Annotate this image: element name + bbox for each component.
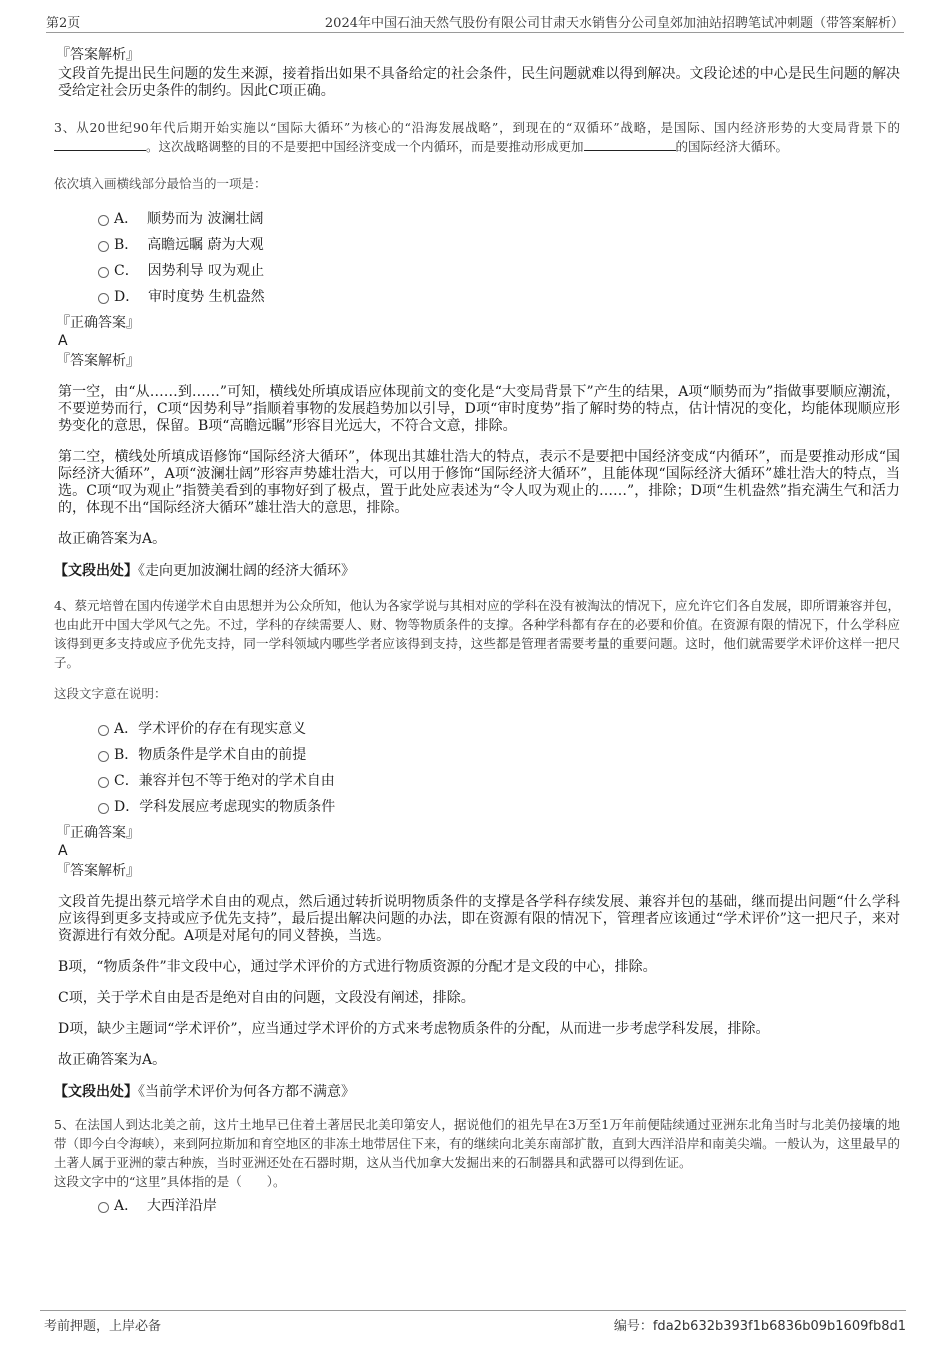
question-5-text: 5、在法国人到达北美之前，这片土地早已住着土著居民北美印第安人，据说他们的祖先早在3万至1万年前便陆续通过亚洲东北角当时与北美仍接壤的地带（即今白令海峡），来到阿拉斯加和育空地区的非冻土地带居住下来，有的继续向北美东南部扩散，直到大西洋沿岸和南美尖端。一般认为，这里最早的土著人属于亚洲的蒙古种族，当时亚洲还处在石器时期，这从当代加拿大发掘出来的石制器具和武器可以得到佐证。: [54, 1117, 900, 1170]
question-5-prompt: 这段文字中的“这里”具体指的是（ ）。: [54, 1174, 286, 1189]
page-footer: [40, 1310, 906, 1335]
analysis-conclusion: 故正确答案为A。: [58, 1052, 167, 1068]
radio-icon[interactable]: [98, 215, 109, 226]
question-3-prompt: 依次填入画横线部分最恰当的一项是：: [54, 176, 267, 191]
question-3-text: 3、从20世纪90年代后期开始实施以“国际大循环”为核心的“沿海发展战略”，到现在的“双循环”战略，是国际、国内经济形势的大变局背景下的。这次战略调整的目的不是要把中国经济变成一个内循环，而是要推动形成更加 的国际经济大循环。: [54, 120, 900, 154]
question-4-options: [54, 716, 900, 820]
page-number: 第2页: [46, 16, 81, 31]
option-d[interactable]: D． 审时度势 生机盎然: [54, 284, 900, 310]
analysis-text: 第二空，横线处所填成语修饰“国际经济大循环”，体现出其雄壮浩大的特点，表示不是要把中国经济变成“内循环”，而是要推动形成“国际经济大循环”，A项“波澜壮阔”形容声势雄壮浩大，可以用于修饰“国际经济大循环”，且能体现“国际经济大循环”雄壮浩大的特点，当选。C项“叹为观止”指赞美看到的事物好到了极点，置于此处应表述为“令人叹为观止的……”，排除；D项“生机盎然”指充满生气和活力的，体现不出“国际经济大循环”雄壮浩大的意思，排除。: [58, 449, 900, 516]
radio-icon[interactable]: [98, 803, 109, 814]
source-line: 【文段出处】《走向更加波澜壮阔的经济大循环》: [54, 563, 355, 579]
analysis-label: 『答案解析』: [56, 863, 140, 879]
analysis-label: 『答案解析』: [56, 353, 140, 369]
option-b[interactable]: B． 高瞻远瞩 蔚为大观: [54, 232, 900, 258]
analysis-text: 文段首先提出民生问题的发生来源，接着指出如果不具备给定的社会条件，民生问题就难以得到解决。文段论述的中心是民生问题的解决受给定社会历史条件的制约。因此C项正确。: [58, 66, 900, 99]
option-c[interactable]: C．兼容并包不等于绝对的学术自由: [54, 768, 900, 794]
page-content: [54, 46, 900, 1219]
analysis-label: 『答案解析』: [56, 47, 140, 63]
option-d[interactable]: D．学科发展应考虑现实的物质条件: [54, 794, 900, 820]
radio-icon[interactable]: [98, 751, 109, 762]
analysis-conclusion: 故正确答案为A。: [58, 531, 167, 547]
document-title: 2024年中国石油天然气股份有限公司甘肃天水销售分公司皇郊加油站招聘笔试冲刺题（带答案解析）: [324, 16, 904, 31]
option-a[interactable]: A．学术评价的存在有现实意义: [54, 716, 900, 742]
correct-answer: A: [58, 333, 68, 349]
analysis-text: C项，关于学术自由是否是绝对自由的问题，文段没有阐述，排除。: [58, 990, 475, 1006]
correct-answer: A: [58, 843, 68, 859]
question-5-options: [54, 1193, 900, 1219]
analysis-text: 文段首先提出蔡元培学术自由的观点，然后通过转折说明物质条件的支撑是各学科存续发展、兼容并包的基础，继而提出问题“什么学科应该得到更多支持或应予优先支持”，最后提出解决问题的办法，即在资源有限的情况下，管理者应该通过“学术评价”这一把尺子，来对资源进行有效分配。A项是对尾句的同义替换，当选。: [58, 894, 900, 944]
radio-icon[interactable]: [98, 267, 109, 278]
radio-icon[interactable]: [98, 241, 109, 252]
question-4-prompt: 这段文字意在说明：: [54, 686, 167, 701]
option-c[interactable]: C． 因势利导 叹为观止: [54, 258, 900, 284]
question-4-text: 4、蔡元培曾在国内传递学术自由思想并为公众所知，他认为各家学说与其相对应的学科在没有被淘汰的情况下，应允许它们各自发展，即所谓兼容并包，也由此开中国大学风气之先。不过，学科的存续需要人、财、物等物质条件的支撑。各种学科都有存在的必要和价值。在资源有限的情况下，什么学科应该得到更多支持或应予优先支持，同一学科领域内哪些学者应该得到支持，这些都是管理者需要考量的重要问题。这时，他们就需要学术评价这样一把尺子。: [54, 598, 900, 670]
analysis-text: B项，“物质条件”非文段中心，通过学术评价的方式进行物质资源的分配才是文段的中心，排除。: [58, 959, 657, 975]
option-a[interactable]: A． 顺势而为 波澜壮阔: [54, 206, 900, 232]
analysis-text: D项，缺少主题词“学术评价”，应当通过学术评价的方式来考虑物质条件的分配，从而进一步考虑学科发展，排除。: [58, 1021, 770, 1037]
source-line: 【文段出处】《当前学术评价为何各方都不满意》: [54, 1084, 355, 1100]
radio-icon[interactable]: [98, 1202, 109, 1213]
radio-icon[interactable]: [98, 725, 109, 736]
analysis-text: 第一空，由“从……到……”可知，横线处所填成语应体现前文的变化是“大变局背景下”产生的结果，A项“顺势而为”指做事要顺应潮流，不要逆势而行，C项“因势利导”指顺着事物的发展趋势加以引导，D项“审时度势”指了解时势的特点，估计情况的变化，均能体现顺应形势变化的意思，保留。B项“高瞻远瞩”形容目光远大，不符合文意，排除。: [58, 384, 900, 434]
correct-answer-label: 『正确答案』: [56, 825, 140, 841]
blank-line: [54, 138, 146, 151]
footer-slogan: 考前押题，上岸必备: [44, 1319, 162, 1334]
page-header: [46, 10, 904, 33]
correct-answer-label: 『正确答案』: [56, 315, 140, 331]
option-a[interactable]: A． 大西洋沿岸: [54, 1193, 900, 1219]
option-b[interactable]: B．物质条件是学术自由的前提: [54, 742, 900, 768]
question-3-options: [54, 206, 900, 310]
blank-line: [584, 138, 676, 151]
radio-icon[interactable]: [98, 777, 109, 788]
radio-icon[interactable]: [98, 293, 109, 304]
document-code: 编号：fda2b632b393f1b6836b09b1609fb8d1: [613, 1319, 906, 1334]
